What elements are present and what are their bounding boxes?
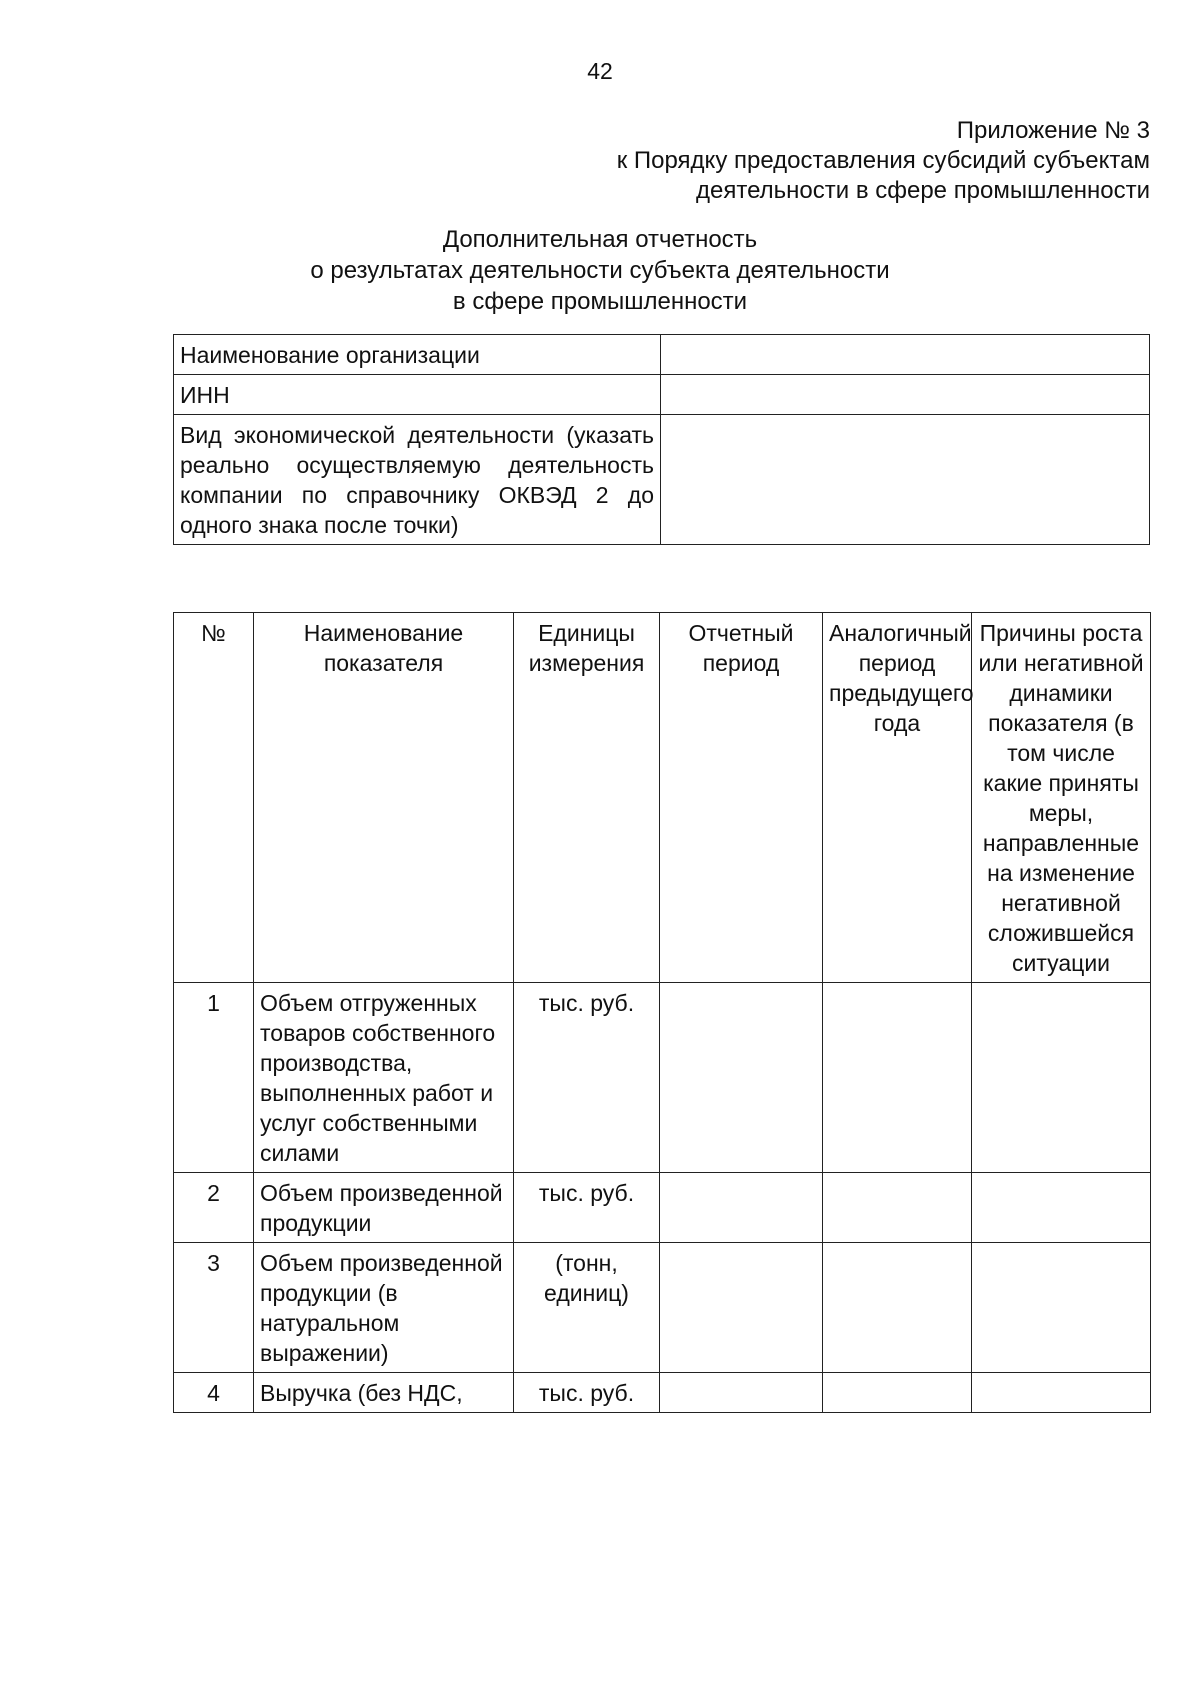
org-row-activity — [174, 415, 1150, 545]
row-no: 4 — [174, 1373, 254, 1413]
row-reasons[interactable] — [972, 1373, 1151, 1413]
document-title — [0, 224, 1200, 317]
row-unit: тыс. руб. — [514, 1373, 660, 1413]
org-row-inn — [174, 375, 1150, 415]
row-reasons[interactable] — [972, 983, 1151, 1173]
row-name: Объем произведенной продукции (в натуральном выражении) — [254, 1243, 514, 1373]
header-reporting: Отчетный период — [660, 613, 823, 983]
table-row — [174, 983, 1151, 1173]
org-activity-label: Вид экономической деятельности (указать реально осуществляемую деятельность компании по справочнику ОКВЭД 2 до одного знака после точки) — [174, 415, 661, 545]
indicators-table — [173, 612, 1151, 1413]
table-row — [174, 1243, 1151, 1373]
row-reasons[interactable] — [972, 1173, 1151, 1243]
title-line-3: в сфере промышленности — [452, 288, 748, 315]
org-name-label: Наименование организации — [174, 335, 661, 375]
row-unit: тыс. руб. — [514, 983, 660, 1173]
org-activity-value[interactable] — [661, 415, 1150, 545]
appendix-line-1: Приложение № 3 — [956, 117, 1150, 144]
header-reasons: Причины роста или негативной динамики показателя (в том числе какие приняты меры, направленные на изменение негативной сложившейся ситуации — [972, 613, 1151, 983]
row-previous[interactable] — [823, 1373, 972, 1413]
row-previous[interactable] — [823, 983, 972, 1173]
appendix-line-2: к Порядку предоставления субсидий субъектам — [616, 147, 1150, 174]
row-name: Объем отгруженных товаров собственного производства, выполненных работ и услуг собственными силами — [254, 983, 514, 1173]
row-previous[interactable] — [823, 1173, 972, 1243]
row-name: Объем произведенной продукции — [254, 1173, 514, 1243]
title-line-1: Дополнительная отчетность — [442, 226, 758, 253]
table-row — [174, 1173, 1151, 1243]
row-unit: тыс. руб. — [514, 1173, 660, 1243]
appendix-line-3: деятельности в сфере промышленности — [696, 177, 1150, 204]
org-inn-value[interactable] — [661, 375, 1150, 415]
org-row-name — [174, 335, 1150, 375]
row-reporting[interactable] — [660, 1373, 823, 1413]
row-no: 3 — [174, 1243, 254, 1373]
header-previous: Аналогичный период предыдущего года — [823, 613, 972, 983]
header-no: № — [174, 613, 254, 983]
header-unit: Единицы измерения — [514, 613, 660, 983]
page-number: 42 — [587, 58, 613, 84]
title-line-2: о результатах деятельности субъекта деятельности — [310, 257, 890, 284]
row-reporting[interactable] — [660, 1243, 823, 1373]
row-previous[interactable] — [823, 1243, 972, 1373]
row-unit: (тонн, единиц) — [514, 1243, 660, 1373]
table-row — [174, 1373, 1151, 1413]
org-name-value[interactable] — [661, 335, 1150, 375]
row-reasons[interactable] — [972, 1243, 1151, 1373]
table-header-row — [174, 613, 1151, 983]
header-name: Наименование показателя — [254, 613, 514, 983]
org-inn-label: ИНН — [174, 375, 661, 415]
row-no: 1 — [174, 983, 254, 1173]
row-reporting[interactable] — [660, 983, 823, 1173]
appendix-header — [617, 116, 1150, 206]
row-no: 2 — [174, 1173, 254, 1243]
row-name: Выручка (без НДС, — [254, 1373, 514, 1413]
row-reporting[interactable] — [660, 1173, 823, 1243]
organization-table — [173, 334, 1150, 545]
